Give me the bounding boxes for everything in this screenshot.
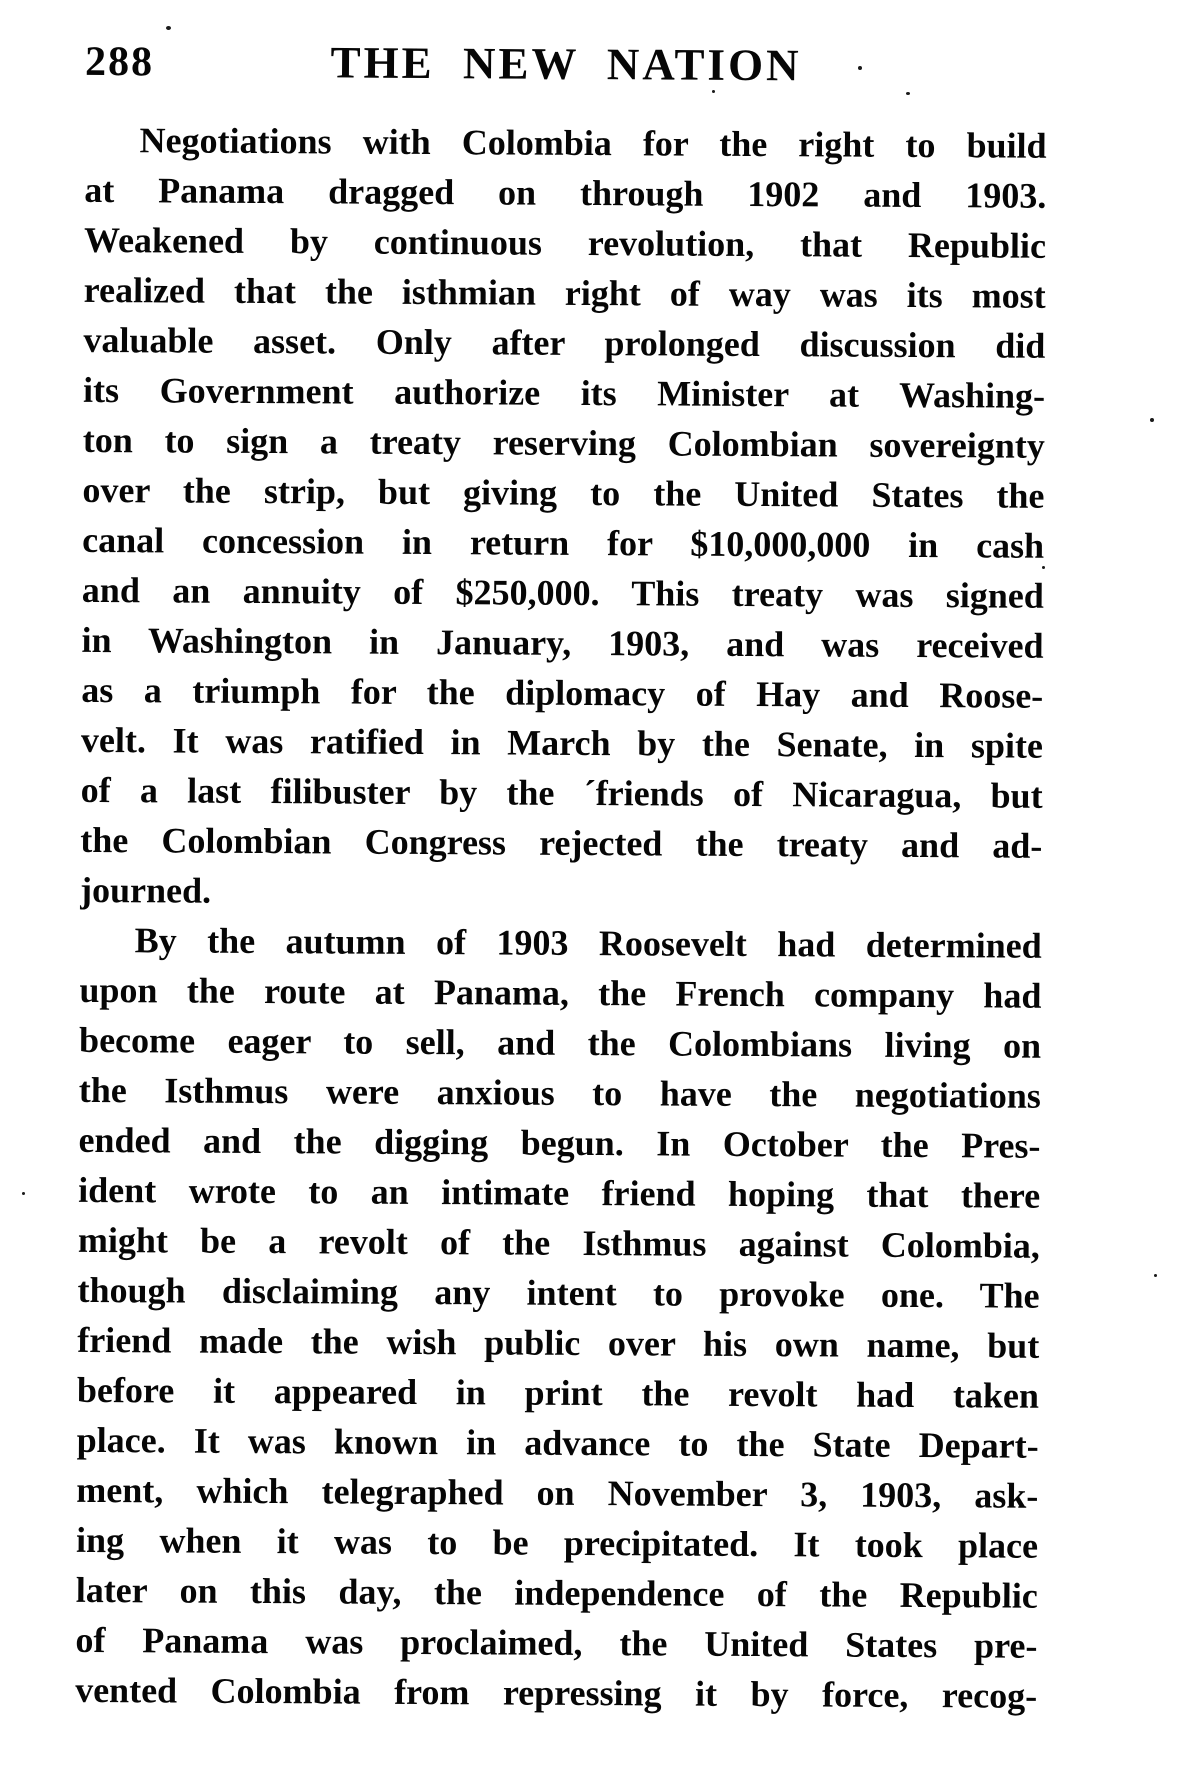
text-line: ment, which telegraphed on November 3, 1903, ask- bbox=[76, 1469, 1039, 1516]
text-line: its Government authorize its Minister at Washing- bbox=[82, 369, 1046, 416]
text-line: velt. It was ratified in March by the Senate, in spite bbox=[80, 719, 1044, 766]
text-line: and an annuity of $250,000. This treaty was signed bbox=[81, 569, 1044, 616]
text-line: at Panama dragged on through 1902 and 1903. bbox=[84, 169, 1047, 216]
text-line: over the strip, but giving to the United States the bbox=[82, 469, 1045, 516]
paragraph bbox=[75, 915, 1042, 1721]
text-line: before it appeared in print the revolt had taken bbox=[76, 1369, 1040, 1416]
running-header bbox=[85, 33, 1047, 97]
text-line: journed. bbox=[79, 869, 212, 911]
text-line: By the autumn of 1903 Roosevelt had determined bbox=[134, 920, 1042, 966]
text-line: canal concession in return for $10,000,000 in cash bbox=[82, 519, 1045, 566]
running-head-title: THE NEW NATION bbox=[330, 37, 802, 91]
text-line: place. It was known in advance to the State Depart- bbox=[76, 1419, 1039, 1466]
text-line: might be a revolt of the Isthmus against Colombia, bbox=[77, 1219, 1041, 1266]
text-line: the Colombian Congress rejected the treaty and ad- bbox=[80, 819, 1043, 866]
text-line: of Panama was proclaimed, the United States pre- bbox=[75, 1619, 1038, 1666]
scan-speck bbox=[858, 66, 862, 70]
text-line: though disclaiming any intent to provoke one. The bbox=[77, 1269, 1040, 1316]
scan-speck bbox=[712, 90, 715, 93]
paragraph bbox=[80, 115, 1047, 921]
text-line: ton to sign a treaty reserving Colombian sovereignty bbox=[82, 419, 1045, 466]
text-line: ident wrote to an intimate friend hoping that there bbox=[78, 1169, 1041, 1216]
text-line: ing when it was to be precipitated. It took place bbox=[75, 1519, 1039, 1566]
text-line: upon the route at Panama, the French company had bbox=[79, 969, 1042, 1016]
text-line: the Isthmus were anxious to have the negotiations bbox=[78, 1069, 1041, 1116]
text-line: realized that the isthmian right of way was its most bbox=[83, 269, 1046, 316]
text-line: later on this day, the independence of the Republic bbox=[75, 1569, 1038, 1616]
scan-speck bbox=[906, 92, 910, 95]
page-number: 288 bbox=[84, 38, 155, 86]
text-line: vented Colombia from repressing it by force, recog- bbox=[75, 1669, 1038, 1716]
page-body-text bbox=[75, 115, 1047, 1721]
text-line: Weakened by continuous revolution, that Republic bbox=[83, 219, 1047, 266]
text-line: valuable asset. Only after prolonged discussion did bbox=[83, 319, 1046, 366]
scan-speck bbox=[1042, 566, 1045, 569]
text-line: Negotiations with Colombia for the right to build bbox=[139, 120, 1047, 166]
text-line: as a triumph for the diplomacy of Hay and Roose- bbox=[81, 669, 1044, 716]
scan-speck bbox=[1154, 1274, 1157, 1277]
text-line: become eager to sell, and the Colombians living on bbox=[79, 1019, 1042, 1066]
text-line: ended and the digging begun. In October the Pres- bbox=[78, 1119, 1041, 1166]
scan-speck bbox=[22, 1192, 25, 1195]
scan-speck bbox=[166, 26, 171, 30]
scan-speck bbox=[1150, 418, 1154, 422]
text-line: of a last filibuster by the ´friends of Nicaragua, but bbox=[80, 769, 1043, 816]
text-line: in Washington in January, 1903, and was received bbox=[81, 619, 1044, 666]
text-line: friend made the wish public over his own name, but bbox=[77, 1319, 1040, 1366]
